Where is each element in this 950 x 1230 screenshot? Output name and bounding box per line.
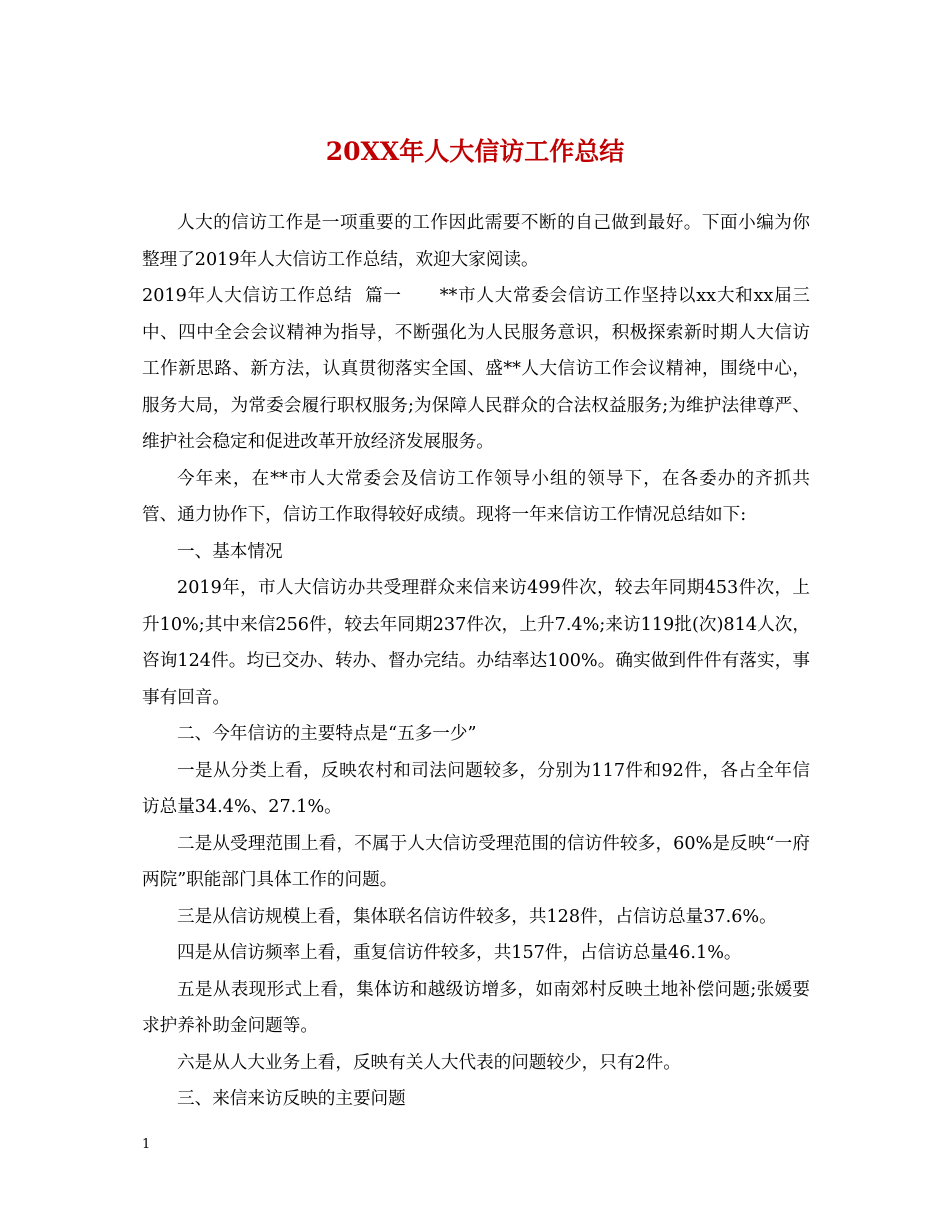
section-heading: 二、今年信访的主要特点是“五多一少” <box>177 724 477 744</box>
document-body <box>142 205 810 1118</box>
paragraph: 三是从信访规模上看，集体联名信访件较多，共128件，占信访总量37.6%。 <box>177 906 777 927</box>
page-number: 1 <box>142 1137 151 1152</box>
section-heading: 三、来信来访反映的主要问题 <box>177 1089 406 1109</box>
section-heading: 一、基本情况 <box>177 541 283 562</box>
paragraph: 人大的信访工作是一项重要的工作因此需要不断的自己做到最好。下面小编为你整理了2019年人大信访工作总结，欢迎大家阅读。 <box>142 213 810 270</box>
document-title: 20XX年人大信访工作总结 <box>325 137 625 166</box>
paragraph: 2019年人大信访工作总结 篇一 **市人大常委会信访工作坚持以xx大和xx届三中、四中全会会议精神为指导，不断强化为人民服务意识，积极探索新时期人大信访工作新思路、新方法，认真贯彻落实全国、盛**人大信访工作会议精神，围绕中心，服务大局，为常委会履行职权服务;为保障人民群众的合法权益服务;为维护法律尊严、维护社会稳定和促进改革开放经济发展服务。 <box>142 286 810 452</box>
paragraph: 五是从表现形式上看，集体访和越级访增多，如南郊村反映土地补偿问题;张媛要求护养补助金问题等。 <box>142 979 810 1036</box>
paragraph: 今年来，在**市人大常委会及信访工作领导小组的领导下，在各委办的齐抓共管、通力协作下，信访工作取得较好成绩。现将一年来信访工作情况总结如下: <box>142 468 810 525</box>
paragraph: 四是从信访频率上看，重复信访件较多，共157件，占信访总量46.1%。 <box>177 943 742 963</box>
paragraph: 2019年，市人大信访办共受理群众来信来访499件次，较去年同期453件次，上升10%;其中来信256件，较去年同期237件次，上升7.4%;来访119批(次)814人次，咨询124件。均已交办、转办、督办完结。办结率达100%。确实做到件件有落实，事事有回音。 <box>142 578 810 708</box>
paragraph: 二是从受理范围上看，不属于人大信访受理范围的信访件较多，60%是反映“一府两院”职能部门具体工作的问题。 <box>142 833 810 890</box>
paragraph: 六是从人大业务上看，反映有关人大代表的问题较少，只有2件。 <box>177 1052 681 1073</box>
paragraph: 一是从分类上看，反映农村和司法问题较多，分别为117件和92件，各占全年信访总量34.4%、27.1%。 <box>142 760 810 817</box>
